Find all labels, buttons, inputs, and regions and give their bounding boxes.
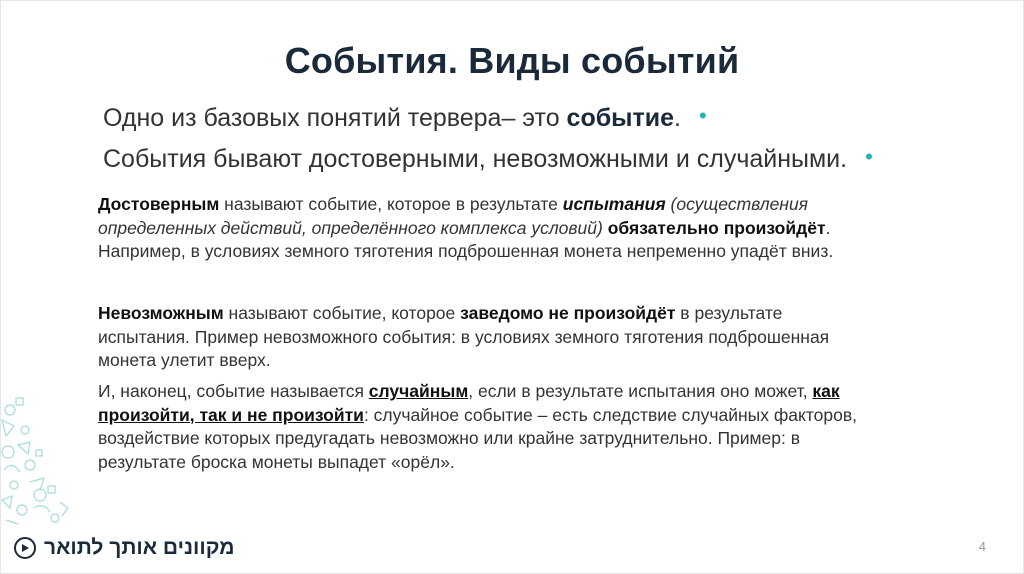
bullet-dot-icon: • — [865, 144, 873, 169]
p3-text-1: И, наконец, событие называется — [98, 381, 369, 401]
p2-text-1: называют событие, которое — [223, 303, 461, 323]
p3-strong-may-or-may-not: как произойти, так и не произойти — [98, 381, 840, 425]
p2-strong-wont-happen: заведомо не произойдёт — [460, 303, 676, 323]
term-certain: Достоверным — [98, 194, 220, 214]
term-impossible: Невозможным — [98, 303, 224, 323]
slide-title: События. Виды событий — [284, 40, 740, 81]
bullet-1-text-after: . — [674, 104, 681, 132]
term-trial: испытания — [562, 194, 666, 214]
p1-text-2: . Например, в условиях земного тяготения подброшенная монета непременно упадёт вниз. — [98, 217, 834, 261]
page-number: 4 — [978, 539, 986, 554]
p2-text-2: в результате испытания. Пример невозможного события: в условиях земного тяготения подброшенная монета улетит вверх. — [98, 303, 830, 370]
paragraph-random-event — [98, 380, 858, 474]
bullet-2-text: События бывают достоверными, невозможными и случайными. — [103, 145, 848, 173]
paragraph-impossible-event — [98, 302, 858, 373]
p1-text-italic: (осуществления определенных действий, определённого комплекса условий) — [98, 194, 809, 238]
play-circle-icon — [14, 537, 36, 559]
bullet-item-2 — [103, 145, 873, 174]
p3-text-2: , если в результате испытания оно может, — [468, 381, 813, 401]
p3-text-3: : случайное событие – есть следствие случайных факторов, воздействие которых предугадать невозможно или крайне затруднительно. Пример: в результате броска монеты выпадет «орёл». — [98, 404, 858, 472]
decorative-doodle-pattern — [0, 390, 75, 530]
term-random: случайным — [368, 381, 469, 401]
bullet-1-text-before: Одно из базовых понятий тервера– это — [103, 104, 567, 132]
p1-text-1: называют событие, которое в результате — [219, 194, 563, 214]
bullet-1-strong: событие — [566, 104, 675, 132]
brand-logo — [14, 533, 234, 563]
paragraph-certain-event — [98, 193, 858, 264]
bullet-item-1 — [103, 104, 707, 133]
logo-text: מקוונים אותך לתואר — [44, 536, 235, 559]
p1-strong-will-happen: обязательно произойдёт — [607, 217, 826, 238]
bullet-dot-icon: • — [698, 103, 707, 128]
